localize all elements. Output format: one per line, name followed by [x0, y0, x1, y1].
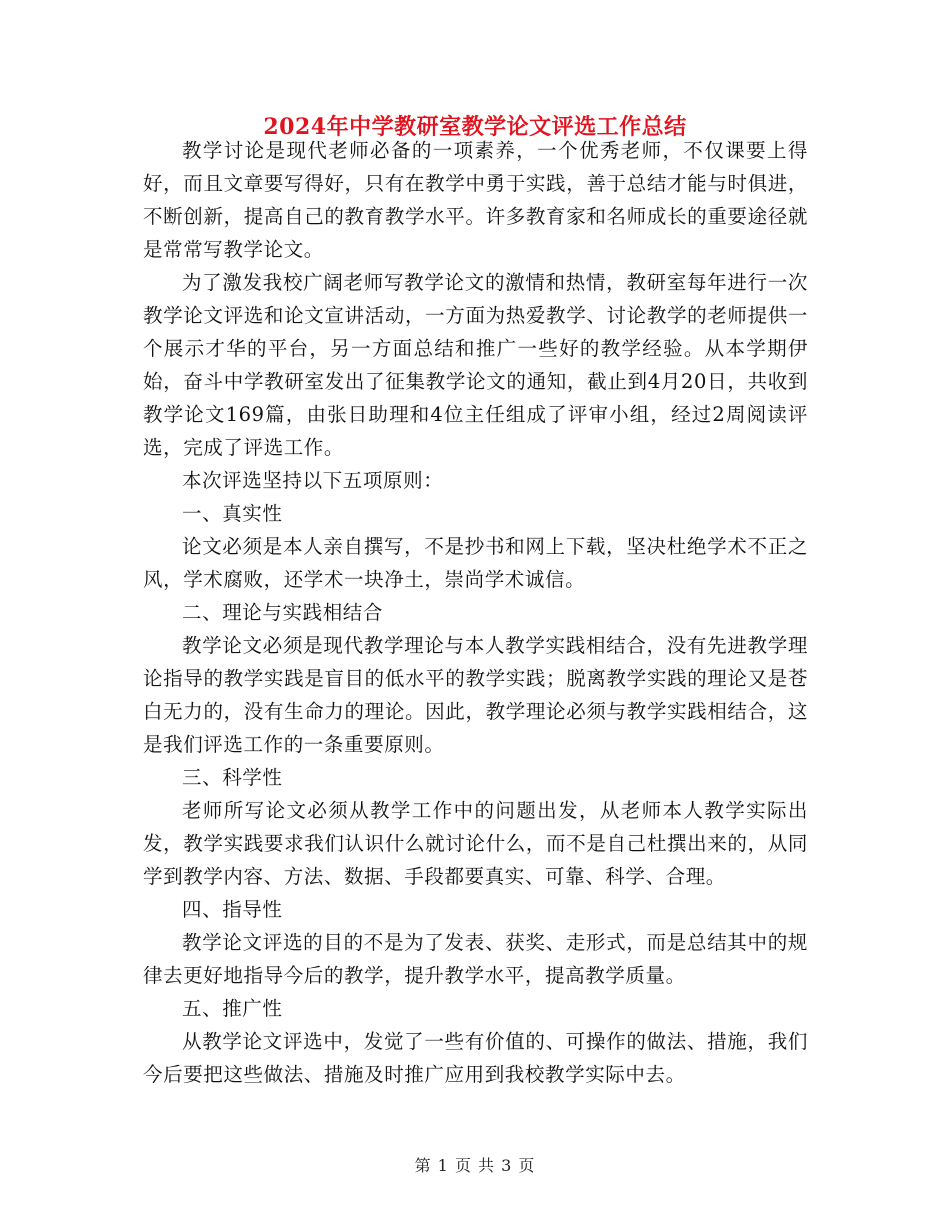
paragraph-authenticity: 论文必须是本人亲自撰写，不是抄书和网上下载，坚决杜绝学术不正之风，学术腐败，还学术一块净土，崇尚学术诚信。: [143, 535, 808, 591]
heading-promotion: 五、推广性: [182, 997, 283, 1020]
paragraph-intro: 教学讨论是现代老师必备的一项素养，一个优秀老师，不仅课要上得好，而且文章要写得好，只有在教学中勇于实践，善于总结才能与时俱进，不断创新，提高自己的教育教学水平。许多教育家和名师成长的重要途径就是常常写教学论文。: [143, 139, 808, 261]
heading-authenticity: 一、真实性: [182, 502, 283, 525]
paragraph-promotion: 从教学论文评选中，发觉了一些有价值的、可操作的做法、措施，我们今后要把这些做法、措施及时推广应用到我校教学实际中去。: [143, 1030, 808, 1086]
heading-guidance: 四、指导性: [182, 898, 283, 921]
paragraph-guidance: 教学论文评选的目的不是为了发表、获奖、走形式，而是总结其中的规律去更好地指导今后的教学，提升教学水平，提高教学质量。: [143, 931, 808, 987]
paragraph-scientific: 老师所写论文必须从教学工作中的问题出发，从老师本人教学实际出发，教学实践要求我们认识什么就讨论什么，而不是自己杜撰出来的，从同学到教学内容、方法、数据、手段都要真实、可靠、科学、合理。: [143, 799, 808, 888]
heading-theory-practice: 二、理论与实践相结合: [182, 601, 384, 624]
paragraph-background: 为了激发我校广阔老师写教学论文的激情和热情，教研室每年进行一次教学论文评选和论文宣讲活动，一方面为热爱教学、讨论教学的老师提供一个展示才华的平台，另一方面总结和推广一些好的教学经验。从本学期伊始，奋斗中学教研室发出了征集教学论文的通知，截止到4月20日，共收到教学论文169篇，由张日助理和4位主任组成了评审小组，经过2周阅读评选，完成了评选工作。: [143, 271, 808, 459]
page-number-footer: 第 1 页 共 3 页: [414, 1156, 536, 1175]
document-title: 2024年中学教研室教学论文评选工作总结: [263, 114, 687, 140]
heading-scientific: 三、科学性: [182, 766, 283, 789]
paragraph-theory-practice: 教学论文必须是现代教学理论与本人教学实践相结合，没有先进教学理论指导的教学实践是盲目的低水平的教学实践；脱离教学实践的理论又是苍白无力的，没有生命力的理论。因此，教学理论必须与教学实践相结合，这是我们评选工作的一条重要原则。: [143, 634, 808, 756]
paragraph-principles-intro: 本次评选坚持以下五项原则：: [182, 469, 444, 492]
document-body: [143, 134, 808, 1091]
